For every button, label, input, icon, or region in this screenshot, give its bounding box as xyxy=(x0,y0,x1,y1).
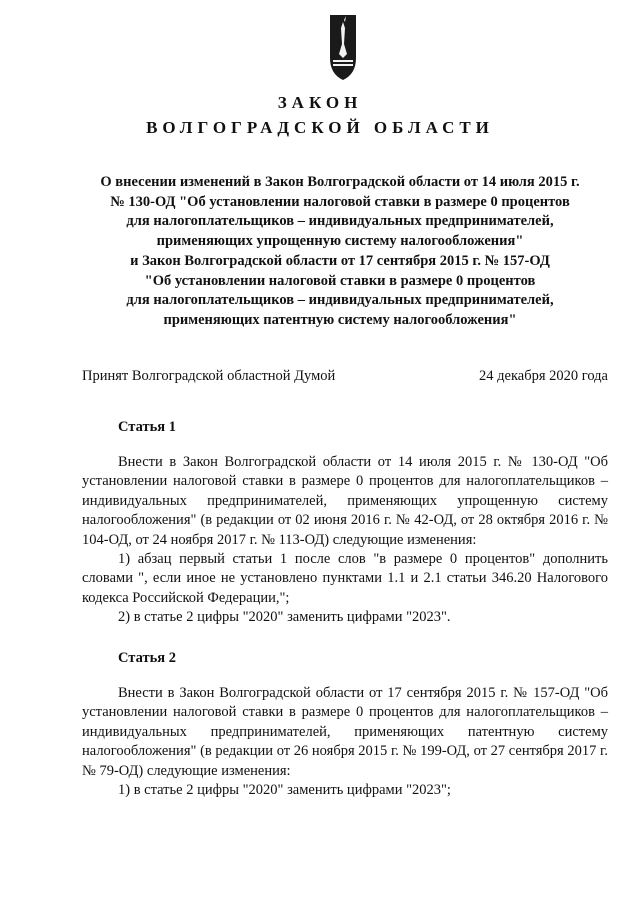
volgograd-coat-of-arms-icon xyxy=(329,14,357,82)
subject-line: применяющих патентную систему налогообложения" xyxy=(163,311,517,328)
article-2-intro: Внести в Закон Волгоградской области от 17 сентября 2015 г. № 157-ОД "Об установлении налоговой ставки в размере 0 процентов для налогоплательщиков – индивидуальных предпринимателей, применяющих патентную систему налогообложения" (в редакции от 26 ноября 2015 г. № 199-ОД, от 27 сентября 2017 г. № 79-ОД) следующие изменения: xyxy=(82,685,608,779)
article-1-body xyxy=(82,453,608,628)
subject-line: О внесении изменений в Закон Волгоградской области от 14 июля 2015 г. xyxy=(100,174,580,190)
article-2-heading: Статья 2 xyxy=(118,650,176,666)
adoption-date: 24 декабря 2020 года xyxy=(479,368,608,384)
article-1-item-2: 2) в статье 2 цифры "2020" заменить цифрами "2023". xyxy=(118,609,451,626)
subject-line: для налогоплательщиков – индивидуальных предпринимателей, xyxy=(126,213,554,230)
law-subject xyxy=(60,173,620,331)
subject-line: для налогоплательщиков – индивидуальных предпринимателей, xyxy=(126,292,554,309)
subject-line: "Об установлении налоговой ставки в размере 0 процентов xyxy=(144,272,536,289)
subject-line: применяющих упрощенную систему налогообложения" xyxy=(156,233,524,250)
article-1-item-1: 1) абзац первый статьи 1 после слов "в размере 0 процентов" дополнить словами ", если иное не установлено пунктами 1.1 и 2.1 статьи 346.20 Налогового кодекса Российской Федерации,"; xyxy=(82,551,608,606)
article-2-body xyxy=(82,684,608,800)
article-2-item-1: 1) в статье 2 цифры "2020" заменить цифрами "2023"; xyxy=(118,782,451,799)
subject-line: и Закон Волгоградской области от 17 сентября 2015 г. № 157-ОД xyxy=(130,252,550,269)
article-1-heading: Статья 1 xyxy=(118,419,176,435)
article-1-intro: Внести в Закон Волгоградской области от 14 июля 2015 г. № 130-ОД "Об установлении налоговой ставки в размере 0 процентов для налогоплательщиков – индивидуальных предпринимателей, применяющих упрощенную систему налогообложения" (в редакции от 02 июня 2016 г. № 42-ОД, от 28 октября 2016 г. № 104-ОД, от 24 ноября 2017 г. № 113-ОД) следующие изменения: xyxy=(82,454,608,548)
subject-line: № 130-ОД "Об установлении налоговой ставки в размере 0 процентов xyxy=(110,193,570,210)
law-title: ЗАКОН xyxy=(277,93,363,112)
adoption-line xyxy=(82,368,608,385)
adopting-body: Принят Волгоградской областной Думой xyxy=(82,368,336,384)
region-title: ВОЛГОГРАДСКОЙ ОБЛАСТИ xyxy=(146,118,494,137)
